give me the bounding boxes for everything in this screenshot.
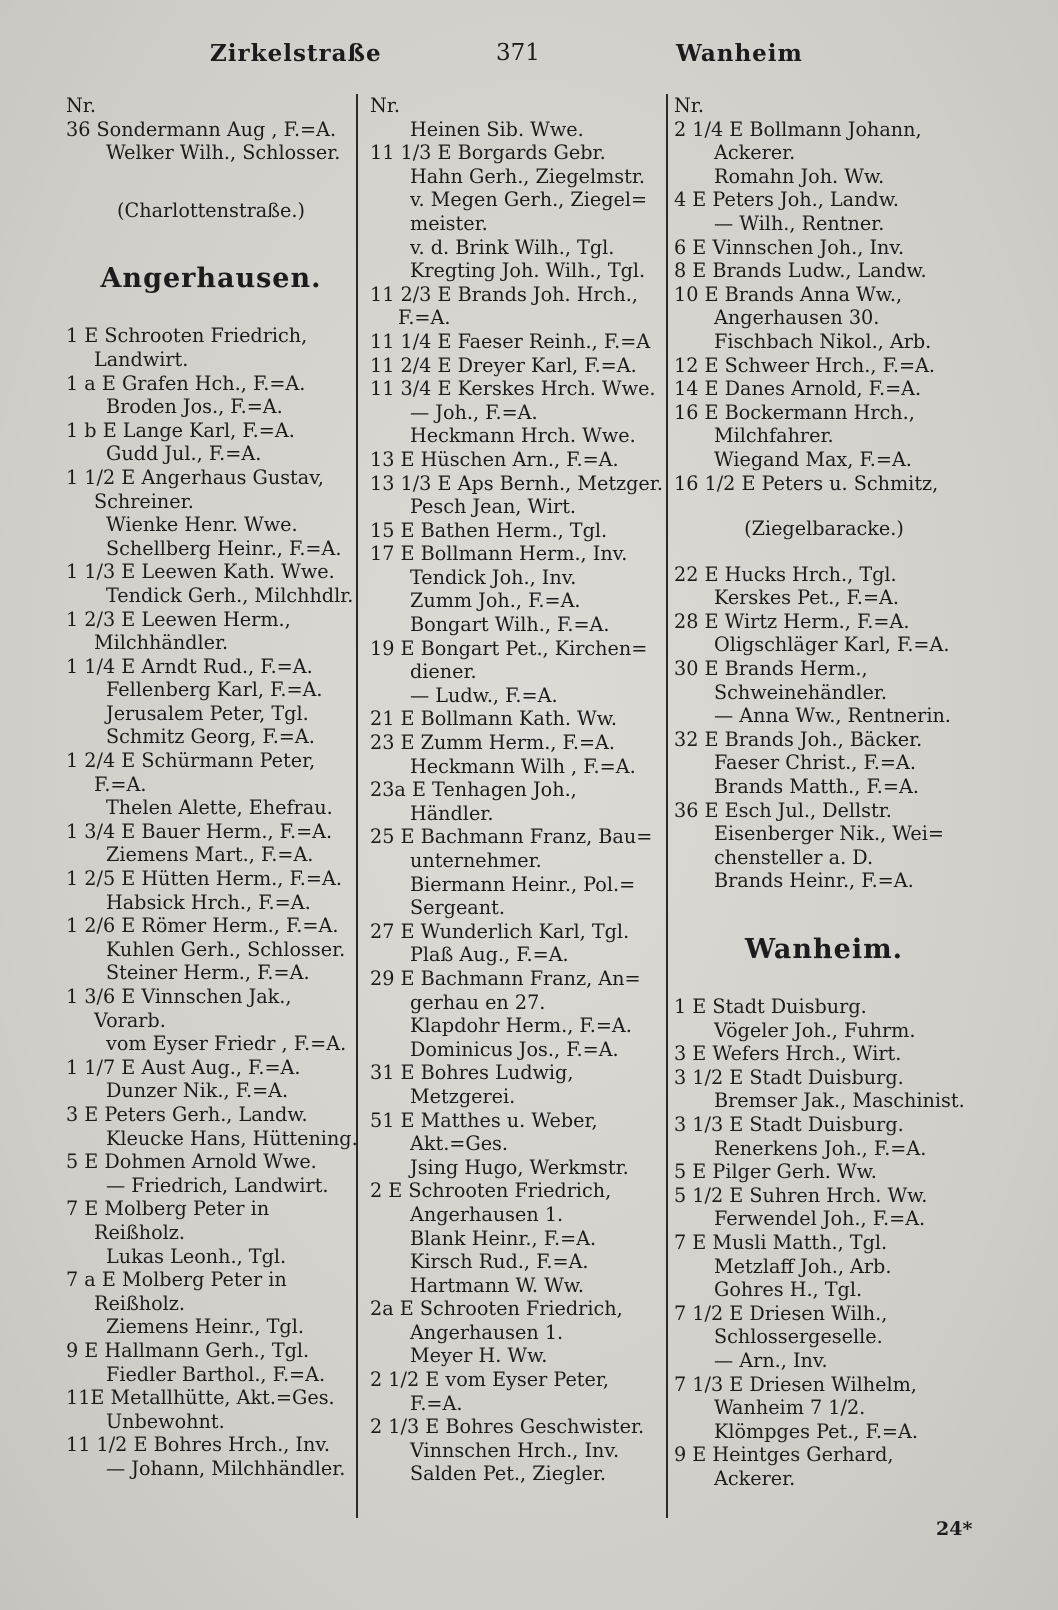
- entry-line: 12 E Schweer Hrch., F.=A.: [674, 353, 936, 377]
- entry-line: Biermann Heinr., Pol.=: [410, 872, 636, 896]
- entry-line: Nr.: [674, 94, 704, 117]
- entry-line: 15 E Bathen Herm., Tgl.: [370, 518, 608, 542]
- entry-line: 7 a E Molberg Peter in: [66, 1268, 287, 1292]
- entry-line: 23 E Zumm Herm., F.=A.: [370, 731, 616, 755]
- entry-line: 1 3/4 E Bauer Herm., F.=A.: [66, 819, 333, 843]
- entry-line: 14 E Danes Arnold, F.=A.: [674, 377, 922, 401]
- entry-line: 21 E Bollmann Kath. Ww.: [370, 707, 618, 731]
- entry-line: — Anna Ww., Rentnerin.: [714, 704, 951, 728]
- entry-line: 29 E Bachmann Franz, An=: [370, 966, 641, 990]
- entry-line: meister.: [410, 211, 488, 235]
- signature-mark: 24*: [936, 1518, 973, 1540]
- entry-line: 4 E Peters Joh., Landw.: [674, 188, 899, 212]
- entry-line: 16 1/2 E Peters u. Schmitz,: [674, 471, 939, 495]
- entry-line: Ziemens Heinr., Tgl.: [106, 1315, 304, 1339]
- entry-line: — Arn., Inv.: [714, 1348, 828, 1372]
- entry-line: Schreiner.: [94, 489, 194, 513]
- entry-line: Metzgerei.: [410, 1084, 516, 1108]
- entry-line: Brands Matth., F.=A.: [714, 775, 919, 799]
- entry-line: 9 E Hallmann Gerh., Tgl.: [66, 1338, 310, 1362]
- entry-line: Tendick Gerh., Milchhdlr.: [106, 583, 354, 607]
- entry-line: Milchfahrer.: [714, 424, 834, 448]
- entry-line: Angerhausen 30.: [714, 306, 880, 330]
- entry-line: Fischbach Nikol., Arb.: [714, 329, 932, 353]
- entry-line: 1 3/6 E Vinnschen Jak.,: [66, 985, 292, 1008]
- entry-line: Vögeler Joh., Fuhrm.: [714, 1018, 916, 1042]
- entry-line: Welker Wilh., Schlosser.: [106, 141, 341, 165]
- entry-line: 7 1/2 E Driesen Wilh.,: [674, 1301, 888, 1325]
- entry-line: 6 E Vinnschen Joh., Inv.: [674, 235, 905, 259]
- column-divider: [356, 94, 358, 1518]
- entry-line: 23a E Tenhagen Joh.,: [370, 778, 577, 802]
- spacer: [66, 302, 356, 324]
- entry-line: Wiegand Max, F.=A.: [714, 447, 912, 471]
- entry-line: Hahn Gerh., Ziegelmstr.: [410, 164, 646, 188]
- entry-line: Jerusalem Peter, Tgl.: [106, 701, 309, 725]
- entry-line: 1 E Schrooten Friedrich,: [66, 324, 308, 348]
- entry-line: Eisenberger Nik., Wei=: [714, 822, 944, 846]
- entry-line: Nr.: [370, 94, 400, 117]
- entry-line: 36 E Esch Jul., Dellstr.: [674, 798, 892, 822]
- entry-line: Händler.: [410, 801, 494, 825]
- entry-line: Bongart Wilh., F.=A.: [410, 613, 610, 637]
- spacer: [66, 165, 356, 199]
- entry-line: 2 1/4 E Bollmann Johann,: [674, 117, 922, 141]
- entry-line: Angerhausen 1.: [410, 1320, 564, 1344]
- entry-line: Angerhausen 1.: [410, 1202, 564, 1226]
- entry-line: 51 E Matthes u. Weber,: [370, 1108, 598, 1132]
- entry-line: Heinen Sib. Wwe.: [410, 117, 584, 141]
- entry-line: Schweinehändler.: [714, 680, 887, 704]
- entry-line: Klapdohr Herm., F.=A.: [410, 1014, 632, 1038]
- entry-line: Kerskes Pet., F.=A.: [714, 586, 899, 610]
- entry-line: 31 E Bohres Ludwig,: [370, 1061, 574, 1085]
- entry-line: 7 1/3 E Driesen Wilhelm,: [674, 1372, 917, 1396]
- entry-line: 36 Sondermann Aug , F.=A.: [66, 117, 337, 141]
- entry-line: v. Megen Gerh., Ziegel=: [410, 188, 648, 212]
- entry-line: 3 E Wefers Hrch., Wirt.: [674, 1042, 902, 1066]
- entry-line: 5 E Dohmen Arnold Wwe.: [66, 1150, 317, 1174]
- section-heading: Wanheim.: [744, 934, 904, 965]
- entry-line: 2 E Schrooten Friedrich,: [370, 1179, 612, 1203]
- entry-line: Ferwendel Joh., F.=A.: [714, 1207, 926, 1231]
- entry-line: Pesch Jean, Wirt.: [410, 495, 576, 519]
- entry-line: 17 E Bollmann Herm., Inv.: [370, 542, 628, 566]
- entry-line: Akt.=Ges.: [410, 1132, 508, 1156]
- entry-line: 1 a E Grafen Hch., F.=A.: [66, 371, 306, 395]
- entry-line: Vinnschen Hrch., Inv.: [410, 1438, 620, 1462]
- entry-line: Zumm Joh., F.=A.: [410, 589, 581, 613]
- entry-line: Schmitz Georg, F.=A.: [106, 725, 315, 749]
- entry-line: Romahn Joh. Ww.: [714, 164, 885, 188]
- entry-line: Sergeant.: [410, 896, 505, 920]
- entry-line: 28 E Wirtz Herm., F.=A.: [674, 609, 910, 633]
- entry-line: 3 1/3 E Stadt Duisburg.: [674, 1112, 904, 1136]
- entry-line: Hartmann W. Ww.: [410, 1273, 585, 1297]
- entry-line: Gudd Jul., F.=A.: [106, 442, 262, 466]
- entry-line: 7 E Musli Matth., Tgl.: [674, 1230, 888, 1254]
- entry-line: — Ludw., F.=A.: [410, 683, 558, 707]
- spacer: [674, 541, 974, 563]
- entry-line: Kregting Joh. Wilh., Tgl.: [410, 259, 646, 283]
- entry-line: Milchhändler.: [94, 631, 229, 655]
- entry-line: Wienke Henr. Wwe.: [106, 513, 298, 537]
- page-number: 371: [496, 40, 540, 66]
- entry-line: 2 1/3 E Bohres Geschwister.: [370, 1415, 645, 1439]
- entry-line: chensteller a. D.: [714, 845, 874, 869]
- entry-line: Landwirt.: [94, 347, 189, 371]
- entry-line: Reißholz.: [94, 1220, 186, 1244]
- entry-line: 11 1/3 E Borgards Gebr.: [370, 141, 606, 165]
- entry-line: 1 b E Lange Karl, F.=A.: [66, 418, 295, 442]
- entry-line: 8 E Brands Ludw., Landw.: [674, 259, 927, 283]
- entry-line: — Friedrich, Landwirt.: [106, 1173, 329, 1197]
- entry-line: 32 E Brands Joh., Bäcker.: [674, 727, 923, 751]
- column-left: [66, 94, 356, 1480]
- entry-line: 16 E Bockermann Hrch.,: [674, 400, 915, 424]
- entry-line: Ziemens Mart., F.=A.: [106, 843, 314, 867]
- entry-line: F.=A.: [94, 772, 147, 796]
- entry-line: Faeser Christ., F.=A.: [714, 751, 916, 775]
- entry-line: 5 1/2 E Suhren Hrch. Ww.: [674, 1183, 928, 1207]
- header-district: Wanheim: [676, 40, 803, 67]
- entry-line: gerhau en 27.: [410, 990, 546, 1014]
- entry-line: 13 1/3 E Aps Bernh., Metzger.: [370, 471, 663, 495]
- entry-line: v. d. Brink Wilh., Tgl.: [410, 235, 615, 259]
- entry-line: 11 2/4 E Dreyer Karl, F.=A.: [370, 353, 637, 377]
- entry-line: 30 E Brands Herm.,: [674, 657, 868, 681]
- entry-line: — Wilh., Rentner.: [714, 211, 885, 235]
- entry-line: diener.: [410, 660, 477, 684]
- entry-line: Bremser Jak., Maschinist.: [714, 1089, 965, 1113]
- entry-line: Fiedler Barthol., F.=A.: [106, 1362, 326, 1386]
- entry-line: Broden Jos., F.=A.: [106, 395, 283, 419]
- entry-line: Thelen Alette, Ehefrau.: [106, 796, 333, 820]
- entry-line: Ackerer.: [714, 141, 796, 165]
- spacer: [674, 973, 974, 995]
- entry-line: Wanheim 7 1/2.: [714, 1396, 866, 1420]
- entry-line: 1 2/6 E Römer Herm., F.=A.: [66, 914, 339, 938]
- entry-line: 10 E Brands Anna Ww.,: [674, 282, 903, 306]
- entry-line: Unbewohnt.: [106, 1409, 225, 1433]
- entry-line: — Joh., F.=A.: [410, 400, 538, 424]
- page-header: [0, 40, 1058, 80]
- entry-line: — Johann, Milchhändler.: [106, 1456, 346, 1480]
- entry-line: Renerkens Joh., F.=A.: [714, 1136, 927, 1160]
- entry-line: Kuhlen Gerh., Schlosser.: [106, 937, 346, 961]
- spacer: [674, 893, 974, 927]
- section-heading: Angerhausen.: [100, 263, 322, 295]
- entry-line: 1 2/3 E Leewen Herm.,: [66, 607, 291, 631]
- entry-line: Salden Pet., Ziegler.: [410, 1462, 606, 1486]
- entry-line: 1 2/5 E Hütten Herm., F.=A.: [66, 867, 342, 891]
- entry-line: 1 1/3 E Leewen Kath. Wwe.: [66, 560, 335, 584]
- street-subheading: (Ziegelbaracke.): [744, 517, 904, 541]
- entry-line: 1 1/4 E Arndt Rud., F.=A.: [66, 654, 313, 678]
- entry-line: 19 E Bongart Pet., Kirchen=: [370, 636, 648, 660]
- entry-line: Heckmann Hrch. Wwe.: [410, 424, 636, 448]
- entry-line: 22 E Hucks Hrch., Tgl.: [674, 562, 897, 586]
- spacer: [66, 222, 356, 256]
- entry-line: 11 1/4 E Faeser Reinh., F.=A: [370, 329, 651, 353]
- entry-line: Metzlaff Joh., Arb.: [714, 1254, 892, 1278]
- entry-line: Steiner Herm., F.=A.: [106, 961, 310, 985]
- entry-line: 11 1/2 E Bohres Hrch., Inv.: [66, 1433, 330, 1457]
- entry-line: 7 E Molberg Peter in: [66, 1197, 270, 1221]
- entry-line: Schlossergeselle.: [714, 1325, 883, 1349]
- entry-line: Jsing Hugo, Werkmstr.: [410, 1155, 629, 1179]
- entry-line: 1 1/7 E Aust Aug., F.=A.: [66, 1055, 301, 1079]
- entry-line: Reißholz.: [94, 1291, 186, 1315]
- entry-line: 11 3/4 E Kerskes Hrch. Wwe.: [370, 377, 656, 401]
- entry-line: Brands Heinr., F.=A.: [714, 869, 914, 893]
- entry-line: Dunzer Nik., F.=A.: [106, 1079, 289, 1103]
- entry-line: 1 2/4 E Schürmann Peter,: [66, 749, 316, 773]
- entry-line: 9 E Heintges Gerhard,: [674, 1443, 894, 1467]
- entry-line: Schellberg Heinr., F.=A.: [106, 536, 342, 560]
- entry-line: Kleucke Hans, Hüttening.: [106, 1126, 358, 1150]
- entry-line: Habsick Hrch., F.=A.: [106, 890, 311, 914]
- entry-line: 11E Metallhütte, Akt.=Ges.: [66, 1386, 335, 1410]
- entry-line: 1 E Stadt Duisburg.: [674, 995, 867, 1018]
- entry-line: 1 1/2 E Angerhaus Gustav,: [66, 465, 324, 489]
- entry-line: Fellenberg Karl, F.=A.: [106, 678, 323, 702]
- entry-line: Nr.: [66, 94, 96, 117]
- entry-line: 3 E Peters Gerh., Landw.: [66, 1102, 308, 1126]
- entry-line: Meyer H. Ww.: [410, 1344, 548, 1368]
- entry-line: Kirsch Rud., F.=A.: [410, 1250, 589, 1274]
- column-right: [674, 94, 974, 1490]
- column-divider: [666, 94, 668, 1518]
- entry-line: Tendick Joh., Inv.: [410, 565, 577, 589]
- entry-line: Vorarb.: [94, 1008, 166, 1032]
- spacer: [674, 495, 974, 517]
- header-street: Zirkelstraße: [210, 40, 382, 67]
- entry-line: Blank Heinr., F.=A.: [410, 1226, 597, 1250]
- entry-line: 5 E Pilger Gerh. Ww.: [674, 1160, 877, 1184]
- column-middle: [370, 94, 663, 1486]
- entry-line: 3 1/2 E Stadt Duisburg.: [674, 1065, 904, 1089]
- entry-line: Ackerer.: [714, 1466, 796, 1490]
- entry-line: 2 1/2 E vom Eyser Peter,: [370, 1368, 610, 1392]
- entry-line: 27 E Wunderlich Karl, Tgl.: [370, 919, 630, 943]
- entry-line: Gohres H., Tgl.: [714, 1278, 863, 1302]
- entry-line: Plaß Aug., F.=A.: [410, 943, 569, 967]
- street-subheading: (Charlottenstraße.): [117, 198, 305, 222]
- entry-line: Dominicus Jos., F.=A.: [410, 1037, 619, 1061]
- entry-line: F.=A.: [410, 1391, 463, 1415]
- entry-line: vom Eyser Friedr , F.=A.: [106, 1032, 347, 1056]
- entry-line: Klömpges Pet., F.=A.: [714, 1419, 918, 1443]
- entry-line: F.=A.: [398, 306, 451, 330]
- entry-line: Heckmann Wilh , F.=A.: [410, 754, 636, 778]
- entry-line: 25 E Bachmann Franz, Bau=: [370, 825, 653, 849]
- entry-line: 11 2/3 E Brands Joh. Hrch.,: [370, 282, 638, 306]
- entry-line: Lukas Leonh., Tgl.: [106, 1244, 287, 1268]
- entry-line: 2a E Schrooten Friedrich,: [370, 1297, 623, 1321]
- entry-line: 13 E Hüschen Arn., F.=A.: [370, 447, 619, 471]
- entry-line: unternehmer.: [410, 849, 542, 872]
- entry-line: Oligschläger Karl, F.=A.: [714, 633, 950, 657]
